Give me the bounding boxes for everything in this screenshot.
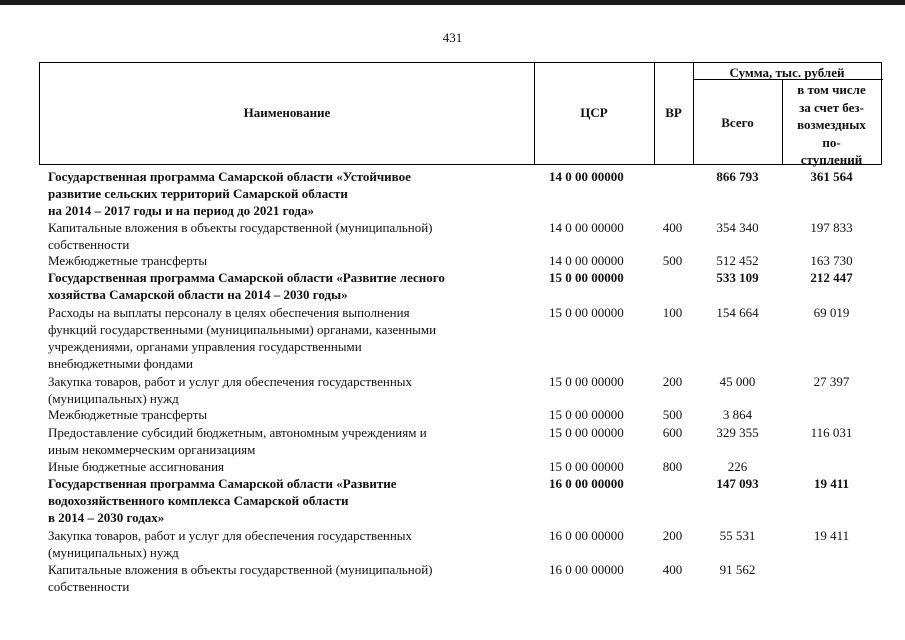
row-name: Государственная программа Самарской области «Развитие водохозяйственного комплекса Самарской области в 2014 – 2030 годах» [48,476,397,525]
row-total: 55 531 [719,528,756,543]
row-total: 154 664 [716,305,759,320]
row-vr: 400 [662,220,683,235]
table-header [39,62,882,165]
row-total: 3 864 [722,407,753,422]
row-name: Межбюджетные трансферты [48,407,208,422]
row-csr: 16 0 00 00000 [549,562,624,577]
row-name: Государственная программа Самарской области «Устойчивое развитие сельских территорий Самарской области на 2014 – 2017 годы и на период до 2021 года» [48,169,411,218]
header-including-line: в том числе [797,82,866,97]
row-total: 147 093 [716,476,759,491]
header-including-line: ступлений [800,152,863,167]
row-name: Закупка товаров, работ и услуг для обеспечения государственных (муниципальных) нужд [48,374,413,406]
row-total: 354 340 [716,220,759,235]
row-including: 163 730 [810,253,853,268]
header-including-line: возмездных [797,117,866,132]
row-name: Капитальные вложения в объекты государственной (муниципальной) собственности [48,562,433,594]
row-name: Предоставление субсидий бюджетным, автономным учреждениям и иным некоммерческим организациям [48,425,427,457]
row-total: 329 355 [716,425,759,440]
row-csr: 15 0 00 00000 [549,407,624,422]
row-total: 866 793 [716,169,759,184]
row-vr: 200 [662,528,683,543]
row-name: Государственная программа Самарской области «Развитие лесного хозяйства Самарской области на 2014 – 2030 годы» [48,270,445,302]
header-including [782,81,881,169]
row-including: 197 833 [810,220,853,235]
page-number: 431 [442,30,463,45]
header-sum: Сумма, тыс. рублей [729,65,845,80]
row-name: Закупка товаров, работ и услуг для обеспечения государственных (муниципальных) нужд [48,528,413,560]
row-including: 27 397 [813,374,850,389]
row-including: 69 019 [813,305,850,320]
header-csr: ЦСР [580,105,608,120]
row-name: Капитальные вложения в объекты государственной (муниципальной) собственности [48,220,433,252]
top-border [0,0,905,5]
row-vr: 200 [662,374,683,389]
row-total: 512 452 [716,253,759,268]
header-including-line: за счет без- [799,99,864,115]
header-including-line: по- [822,134,841,150]
header-name: Наименование [243,105,331,120]
row-vr: 800 [662,459,683,474]
row-vr: 400 [662,562,683,577]
row-including: 19 411 [813,476,850,491]
row-name: Иные бюджетные ассигнования [48,459,225,474]
row-including: 212 447 [810,270,853,285]
row-total: 226 [727,459,748,474]
row-including: 116 031 [810,425,853,440]
row-csr: 15 0 00 00000 [549,305,624,320]
header-vr: ВР [665,105,682,120]
row-vr: 500 [662,407,683,422]
row-name: Межбюджетные трансферты [48,253,208,268]
row-including: 361 564 [810,169,853,184]
row-csr: 15 0 00 00000 [549,425,624,440]
row-vr: 500 [662,253,683,268]
row-csr: 14 0 00 00000 [549,253,624,268]
row-csr: 14 0 00 00000 [549,169,624,184]
row-including: 19 411 [813,528,850,543]
row-vr: 600 [662,425,683,440]
header-total: Всего [721,115,754,130]
row-total: 533 109 [716,270,759,285]
row-csr: 14 0 00 00000 [549,220,624,235]
row-csr: 16 0 00 00000 [549,528,624,543]
row-csr: 15 0 00 00000 [549,459,624,474]
row-csr: 15 0 00 00000 [549,374,624,389]
row-csr: 15 0 00 00000 [549,270,624,285]
row-vr: 100 [662,305,683,320]
row-name: Расходы на выплаты персоналу в целях обеспечения выполнения функций государственными (муниципальными) органами, казенными учреждениями, органами управления государственными внебюджетными фондами [48,305,437,371]
row-total: 45 000 [719,374,756,389]
row-csr: 16 0 00 00000 [549,476,624,491]
row-total: 91 562 [719,562,756,577]
